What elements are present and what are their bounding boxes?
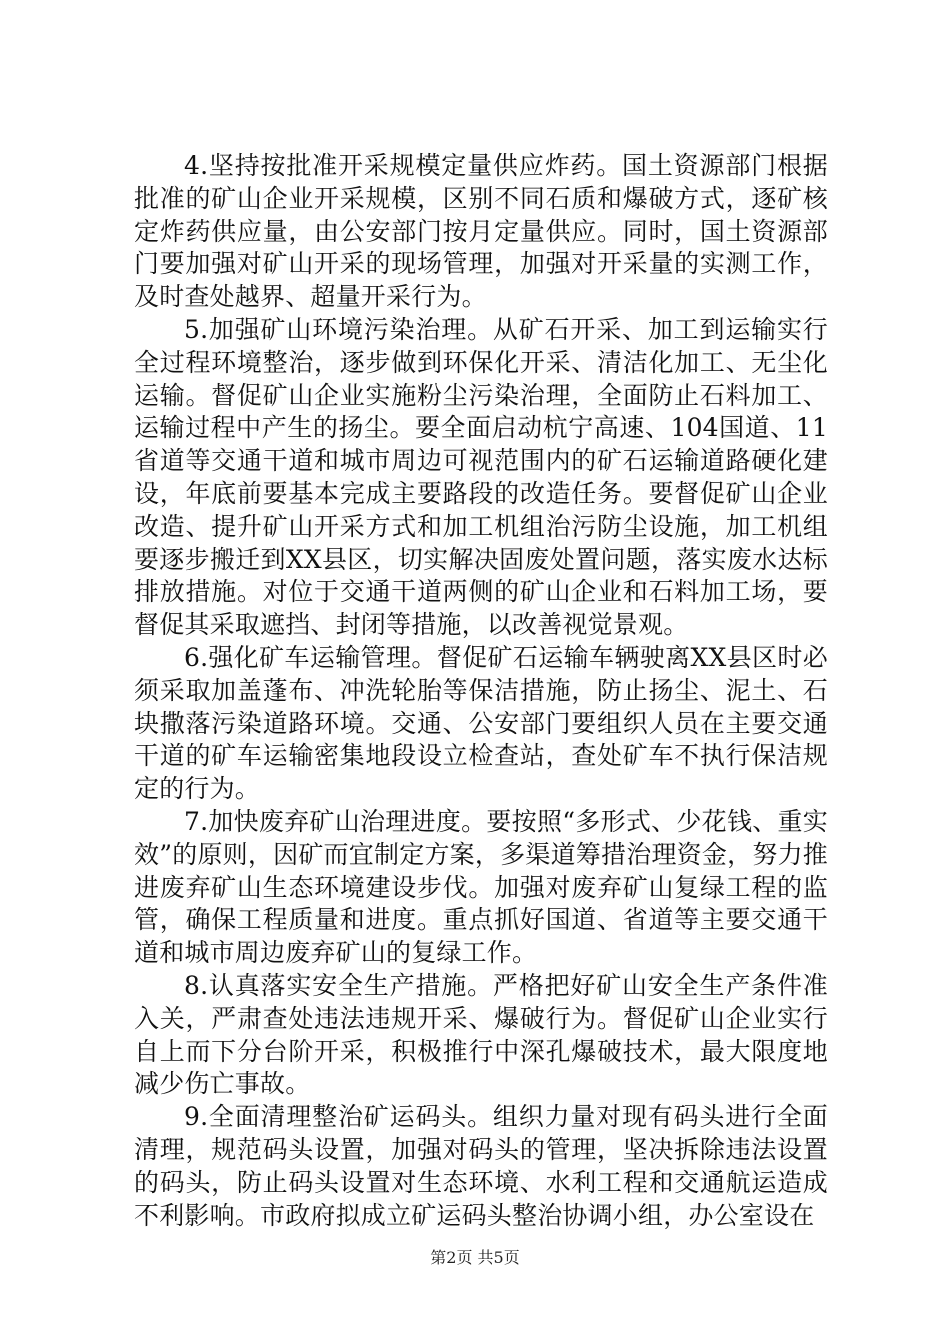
paragraph-7: 7.加快废弃矿山治理进度。要按照“多形式、少花钱、重实效”的原则，因矿而宜制定方案，多渠道筹措治理资金，努力推进废弃矿山生态环境建设步伐。加强对废弃矿山复绿工程的监管，确保工程质量和进度。重点抓好国道、省道等主要交通干道和城市周边废弃矿山的复绿工作。 (134, 806, 828, 968)
paragraph-6: 6.强化矿车运输管理。督促矿石运输车辆驶离XX县区时必须采取加盖蓬布、冲洗轮胎等保洁措施，防止扬尘、泥土、石块撒落污染道路环境。交通、公安部门要组织人员在主要交通干道的矿车运输密集地段设立检查站，查处矿车不执行保洁规定的行为。 (134, 642, 828, 804)
paragraph-8: 8.认真落实安全生产措施。严格把好矿山安全生产条件准入关，严肃查处违法违规开采、爆破行为。督促矿山企业实行自上而下分台阶开采，积极推行中深孔爆破技术，最大限度地减少伤亡事故。 (134, 970, 828, 1099)
paragraph-5: 5.加强矿山环境污染治理。从矿石开采、加工到运输实行全过程环境整治，逐步做到环保化开采、清洁化加工、无尘化运输。督促矿山企业实施粉尘污染治理，全面防止石料加工、运输过程中产生的扬尘。要全面启动杭宁高速、104国道、11省道等交通干道和城市周边可视范围内的矿石运输道路硬化建设，年底前要基本完成主要路段的改造任务。要督促矿山企业改造、提升矿山开采方式和加工机组治污防尘设施，加工机组要逐步搬迁到XX县区，切实解决固废处置问题，落实废水达标排放措施。对位于交通干道两侧的矿山企业和石料加工场，要督促其采取遮挡、封闭等措施，以改善视觉景观。 (134, 314, 828, 640)
page-footer: 第2页 共5页 (430, 1248, 520, 1267)
paragraph-9: 9.全面清理整治矿运码头。组织力量对现有码头进行全面清理，规范码头设置，加强对码头的管理，坚决拆除违法设置的码头，防止码头设置对生态环境、水利工程和交通航运造成不利影响。市政府拟成立矿运码头整治协调小组，办公室设在 (134, 1102, 828, 1230)
document-body (134, 150, 828, 1232)
paragraph-4: 4.坚持按批准开采规模定量供应炸药。国土资源部门根据批准的矿山企业开采规模，区别不同石质和爆破方式，逐矿核定炸药供应量，由公安部门按月定量供应。同时，国土资源部门要加强对矿山开采的现场管理，加强对开采量的实测工作，及时查处越界、超量开采行为。 (134, 151, 828, 312)
